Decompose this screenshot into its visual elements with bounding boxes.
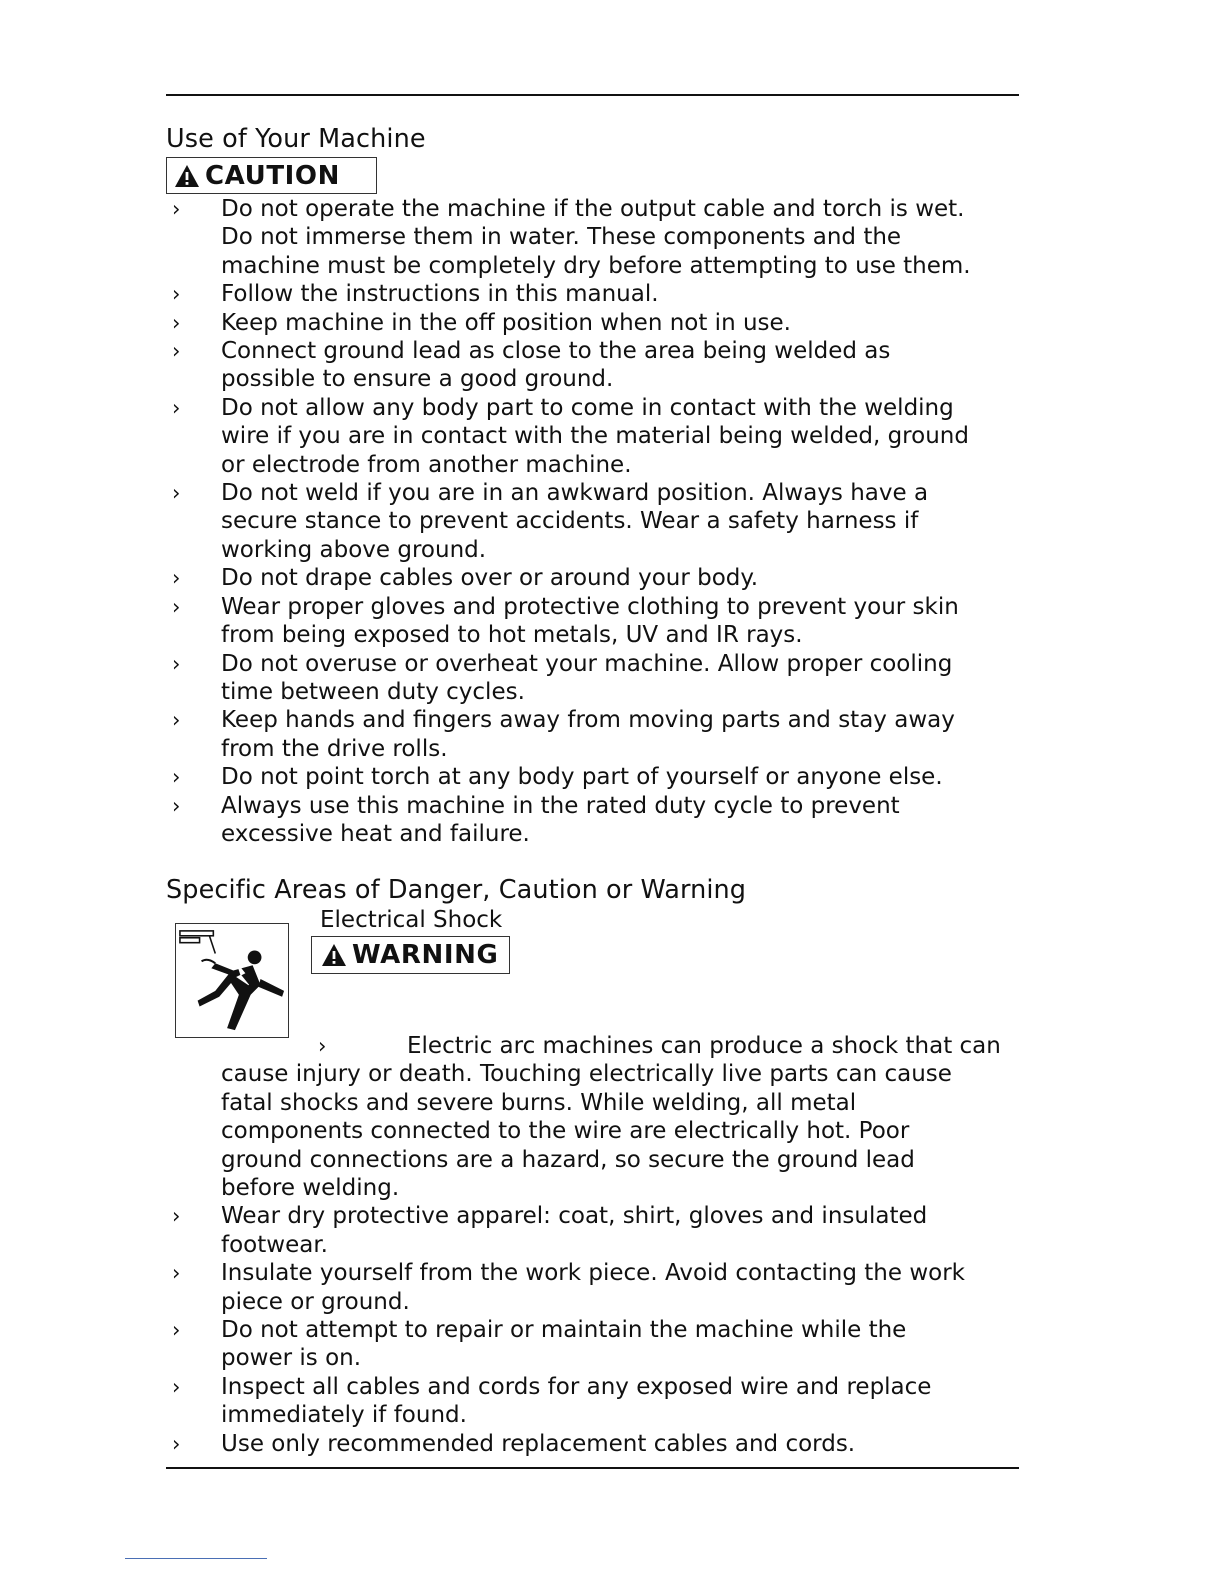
list-item-line: footwear. [221, 1231, 328, 1258]
section-heading-use-of-machine: Use of Your Machine [166, 124, 426, 154]
list-item-line: Do not drape cables over or around your body. [221, 565, 759, 592]
list-item-line: Keep hands and fingers away from moving parts and stay away [221, 707, 955, 734]
bullet-chevron-icon: › [172, 395, 181, 420]
warning-triangle-icon [173, 163, 201, 189]
bullet-chevron-icon: › [172, 765, 181, 790]
list-item-line: Use only recommended replacement cables and cords. [221, 1430, 856, 1457]
list-item [0, 763, 971, 791]
bullet-chevron-icon: › [172, 793, 181, 818]
list-item-line: Do not immerse them in water. These components and the [221, 224, 902, 251]
list-item-line: Do not point torch at any body part of yourself or anyone else. [221, 764, 943, 791]
list-item [0, 195, 971, 280]
list-item-line: before welding. [221, 1175, 400, 1202]
list-item [0, 1032, 1001, 1202]
bullet-chevron-icon: › [172, 594, 181, 619]
list-item [0, 309, 971, 337]
list-item-line: ground connections are a hazard, so secure the ground lead [221, 1146, 915, 1173]
list-item [0, 394, 971, 479]
list-item-line: Do not weld if you are in an awkward position. Always have a [221, 480, 929, 507]
list-item [0, 706, 971, 763]
list-item [0, 1430, 1001, 1458]
list-item [0, 1373, 1001, 1430]
bottom-rule [166, 1467, 1019, 1469]
list-item [0, 650, 971, 707]
list-item-line: fatal shocks and severe burns. While welding, all metal [221, 1089, 857, 1116]
caution-badge [166, 157, 377, 194]
warning-label: WARNING [352, 940, 499, 970]
list-item-line: secure stance to prevent accidents. Wear a safety harness if [221, 508, 919, 535]
list-item-line: working above ground. [221, 536, 487, 563]
list-item-line: Wear dry protective apparel: coat, shirt, gloves and insulated [221, 1203, 928, 1230]
caution-list [0, 195, 971, 848]
list-item [0, 564, 971, 592]
bullet-chevron-icon: › [172, 566, 181, 591]
list-item [0, 479, 971, 564]
bullet-chevron-icon: › [172, 1204, 181, 1229]
list-item-line: Do not overuse or overheat your machine. Allow proper cooling [221, 650, 953, 677]
list-item-line: possible to ensure a good ground. [221, 366, 614, 393]
bullet-chevron-icon: › [172, 708, 181, 733]
bullet-chevron-icon: › [172, 310, 181, 335]
list-item-line: Keep machine in the off position when not in use. [221, 309, 791, 336]
list-item-line: Do not attempt to repair or maintain the machine while the [221, 1317, 907, 1344]
list-item-line: machine must be completely dry before attempting to use them. [221, 252, 971, 279]
bullet-chevron-icon: › [172, 197, 181, 221]
list-item [0, 1202, 1001, 1259]
list-item-line: cause injury or death. Touching electrically live parts can cause [221, 1061, 952, 1088]
list-item-line: from the drive rolls. [221, 735, 448, 762]
list-item-line: or electrode from another machine. [221, 451, 632, 478]
list-item-line: excessive heat and failure. [221, 820, 530, 847]
list-item-line: Always use this machine in the rated duty cycle to prevent [221, 792, 900, 819]
list-item-line: Do not operate the machine if the output cable and torch is wet. [221, 196, 965, 222]
bullet-chevron-icon: › [172, 282, 181, 307]
list-item-line: components connected to the wire are electrically hot. Poor [221, 1118, 910, 1145]
footer-link-underline [125, 1558, 267, 1559]
list-item [0, 593, 971, 650]
bullet-chevron-icon: › [172, 651, 181, 676]
warning-list [0, 1032, 1001, 1458]
list-item-line: Electric arc machines can produce a shock that can [407, 1033, 1001, 1059]
bullet-chevron-icon: › [172, 1318, 181, 1343]
electric-shock-icon [175, 923, 289, 1038]
top-rule [166, 94, 1019, 96]
list-item-line: Wear proper gloves and protective clothing to prevent your skin [221, 593, 959, 620]
bullet-chevron-icon: › [172, 1374, 181, 1399]
warning-badge [311, 936, 510, 974]
bullet-chevron-icon: › [172, 481, 181, 506]
list-item-line: Connect ground lead as close to the area being welded as [221, 338, 891, 365]
bullet-chevron-icon: › [172, 1261, 181, 1286]
list-item-line: Inspect all cables and cords for any exposed wire and replace [221, 1373, 932, 1400]
list-item [0, 1259, 1001, 1316]
list-item-line: Do not allow any body part to come in contact with the welding [221, 394, 954, 421]
list-item-line: time between duty cycles. [221, 678, 525, 705]
bullet-chevron-icon: › [318, 1034, 327, 1058]
list-item-line: power is on. [221, 1345, 362, 1372]
caution-label: CAUTION [205, 160, 340, 191]
list-item-line: Follow the instructions in this manual. [221, 281, 659, 308]
list-item-line: piece or ground. [221, 1288, 410, 1315]
list-item [0, 337, 971, 394]
list-item-line: from being exposed to hot metals, UV and IR rays. [221, 622, 803, 649]
list-item [0, 280, 971, 308]
bullet-chevron-icon: › [172, 339, 181, 364]
bullet-chevron-icon: › [172, 1431, 181, 1456]
list-item [0, 1316, 1001, 1373]
electrical-shock-subheading: Electrical Shock [320, 907, 503, 933]
list-item-line: immediately if found. [221, 1402, 467, 1429]
list-item [0, 792, 971, 849]
section-heading-specific-areas: Specific Areas of Danger, Caution or Warning [166, 875, 747, 905]
list-item-line: wire if you are in contact with the material being welded, ground [221, 423, 969, 450]
list-item-line: Insulate yourself from the work piece. Avoid contacting the work [221, 1260, 965, 1287]
warning-triangle-icon [320, 942, 348, 968]
